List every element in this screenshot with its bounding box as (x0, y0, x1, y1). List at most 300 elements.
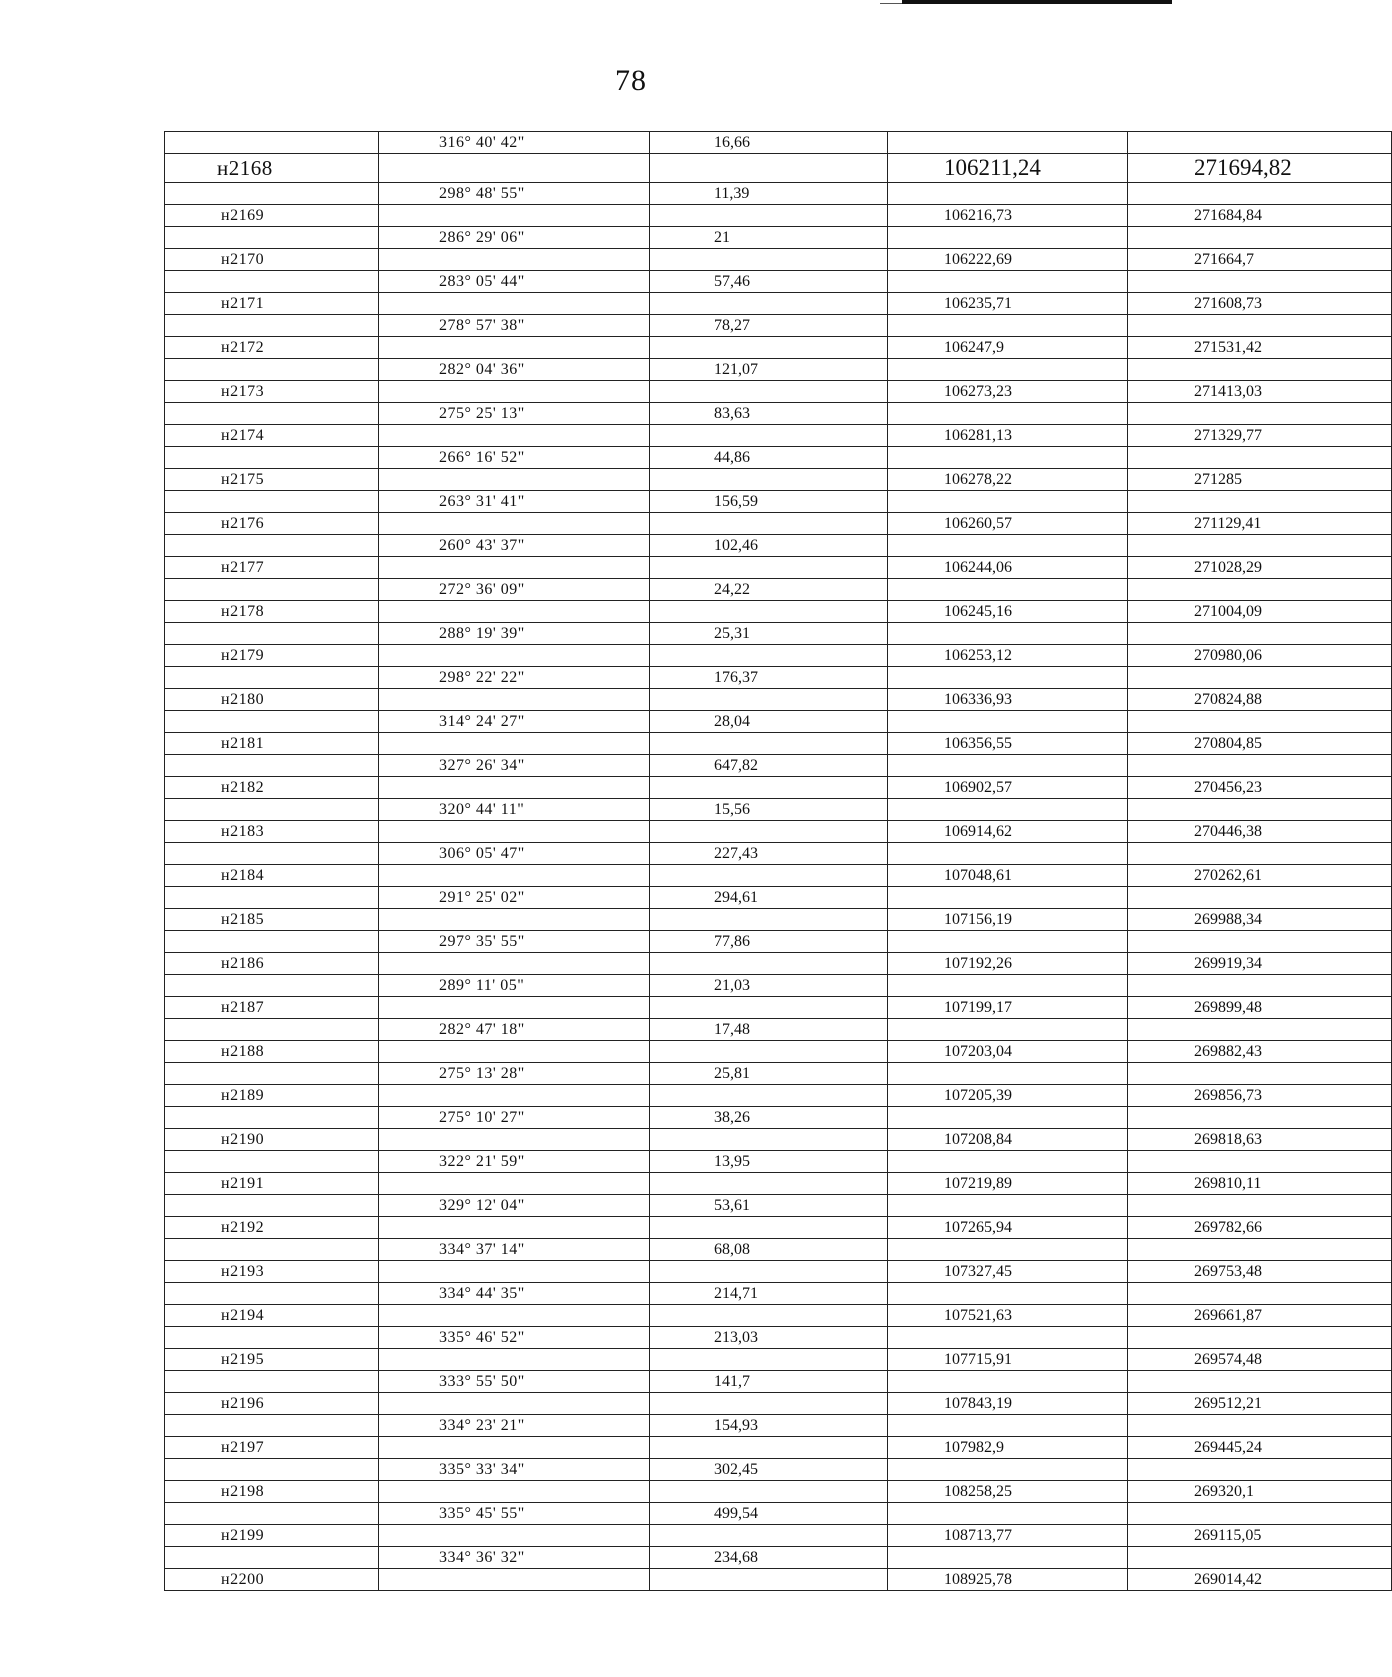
point-name-cell: н2185 (165, 909, 379, 931)
point-name-cell (165, 227, 379, 249)
segment-row (165, 1151, 1392, 1173)
distance-cell (650, 1305, 888, 1327)
x-coordinate-cell: 106211,24 (888, 154, 1128, 183)
point-name-cell (165, 1327, 379, 1349)
y-coordinate-cell: 269782,66 (1128, 1217, 1392, 1239)
distance-cell (650, 909, 888, 931)
distance-cell: 214,71 (650, 1283, 888, 1305)
point-name-cell (165, 403, 379, 425)
direction-angle-cell (379, 425, 650, 447)
x-coordinate-cell (888, 359, 1128, 381)
point-row (165, 205, 1392, 227)
segment-row (165, 403, 1392, 425)
direction-angle-cell (379, 469, 650, 491)
point-row (165, 821, 1392, 843)
x-coordinate-cell: 107048,61 (888, 865, 1128, 887)
point-row (165, 601, 1392, 623)
point-name-cell: н2171 (165, 293, 379, 315)
distance-cell (650, 1173, 888, 1195)
point-name-cell: н2172 (165, 337, 379, 359)
direction-angle-cell: 322° 21' 59" (379, 1151, 650, 1173)
y-coordinate-cell: 270456,23 (1128, 777, 1392, 799)
distance-cell: 647,82 (650, 755, 888, 777)
x-coordinate-cell (888, 975, 1128, 997)
y-coordinate-cell (1128, 1415, 1392, 1437)
x-coordinate-cell (888, 183, 1128, 205)
point-name-cell (165, 1019, 379, 1041)
point-name-cell: н2179 (165, 645, 379, 667)
segment-row (165, 1107, 1392, 1129)
direction-angle-cell: 335° 46' 52" (379, 1327, 650, 1349)
distance-cell (650, 1261, 888, 1283)
point-row (165, 425, 1392, 447)
direction-angle-cell (379, 689, 650, 711)
x-coordinate-cell (888, 1371, 1128, 1393)
y-coordinate-cell (1128, 271, 1392, 293)
distance-cell: 77,86 (650, 931, 888, 953)
y-coordinate-cell: 270804,85 (1128, 733, 1392, 755)
x-coordinate-cell (888, 799, 1128, 821)
point-name-cell: н2194 (165, 1305, 379, 1327)
y-coordinate-cell (1128, 1239, 1392, 1261)
segment-row (165, 667, 1392, 689)
point-row (165, 1569, 1392, 1591)
segment-row (165, 711, 1392, 733)
distance-cell (650, 337, 888, 359)
distance-cell (650, 1085, 888, 1107)
segment-row (165, 1239, 1392, 1261)
point-name-cell (165, 931, 379, 953)
x-coordinate-cell: 107982,9 (888, 1437, 1128, 1459)
point-name-cell (165, 1371, 379, 1393)
x-coordinate-cell (888, 623, 1128, 645)
distance-cell (650, 865, 888, 887)
x-coordinate-cell (888, 1547, 1128, 1569)
direction-angle-cell (379, 777, 650, 799)
y-coordinate-cell (1128, 227, 1392, 249)
y-coordinate-cell: 271329,77 (1128, 425, 1392, 447)
point-name-cell (165, 799, 379, 821)
y-coordinate-cell: 271028,29 (1128, 557, 1392, 579)
point-name-cell: н2182 (165, 777, 379, 799)
direction-angle-cell (379, 1305, 650, 1327)
point-name-cell: н2190 (165, 1129, 379, 1151)
y-coordinate-cell (1128, 755, 1392, 777)
x-coordinate-cell (888, 447, 1128, 469)
y-coordinate-cell (1128, 1283, 1392, 1305)
segment-row (165, 887, 1392, 909)
y-coordinate-cell: 270824,88 (1128, 689, 1392, 711)
x-coordinate-cell (888, 1415, 1128, 1437)
distance-cell (650, 1217, 888, 1239)
y-coordinate-cell: 269753,48 (1128, 1261, 1392, 1283)
y-coordinate-cell: 271684,84 (1128, 205, 1392, 227)
y-coordinate-cell (1128, 183, 1392, 205)
x-coordinate-cell: 106245,16 (888, 601, 1128, 623)
direction-angle-cell: 263° 31' 41" (379, 491, 650, 513)
distance-cell: 78,27 (650, 315, 888, 337)
y-coordinate-cell: 271694,82 (1128, 154, 1392, 183)
point-name-cell (165, 579, 379, 601)
direction-angle-cell: 298° 22' 22" (379, 667, 650, 689)
y-coordinate-cell: 271285 (1128, 469, 1392, 491)
point-name-cell (165, 491, 379, 513)
point-name-cell: н2175 (165, 469, 379, 491)
point-name-cell: н2180 (165, 689, 379, 711)
point-name-cell (165, 271, 379, 293)
point-name-cell: н2197 (165, 1437, 379, 1459)
x-coordinate-cell: 106244,06 (888, 557, 1128, 579)
distance-cell: 156,59 (650, 491, 888, 513)
point-row (165, 1349, 1392, 1371)
direction-angle-cell: 334° 37' 14" (379, 1239, 650, 1261)
distance-cell (650, 425, 888, 447)
point-row (165, 513, 1392, 535)
direction-angle-cell: 314° 24' 27" (379, 711, 650, 733)
segment-row (165, 755, 1392, 777)
page-number: 78 (615, 64, 647, 97)
point-name-cell: н2187 (165, 997, 379, 1019)
point-name-cell (165, 623, 379, 645)
x-coordinate-cell (888, 1195, 1128, 1217)
x-coordinate-cell (888, 887, 1128, 909)
direction-angle-cell (379, 601, 650, 623)
direction-angle-cell: 278° 57' 38" (379, 315, 650, 337)
distance-cell: 302,45 (650, 1459, 888, 1481)
distance-cell (650, 1349, 888, 1371)
x-coordinate-cell: 107219,89 (888, 1173, 1128, 1195)
y-coordinate-cell: 269988,34 (1128, 909, 1392, 931)
distance-cell: 17,48 (650, 1019, 888, 1041)
x-coordinate-cell (888, 1063, 1128, 1085)
direction-angle-cell (379, 1569, 650, 1591)
y-coordinate-cell: 269445,24 (1128, 1437, 1392, 1459)
segment-row (165, 975, 1392, 997)
segment-row (165, 1459, 1392, 1481)
x-coordinate-cell (888, 132, 1128, 154)
point-row (165, 909, 1392, 931)
x-coordinate-cell (888, 1283, 1128, 1305)
point-row (165, 1217, 1392, 1239)
point-row (165, 1085, 1392, 1107)
point-row (165, 1481, 1392, 1503)
point-name-cell (165, 1503, 379, 1525)
distance-cell (650, 601, 888, 623)
x-coordinate-cell: 106914,62 (888, 821, 1128, 843)
distance-cell (650, 557, 888, 579)
distance-cell: 24,22 (650, 579, 888, 601)
x-coordinate-cell: 108713,77 (888, 1525, 1128, 1547)
direction-angle-cell (379, 1437, 650, 1459)
direction-angle-cell (379, 821, 650, 843)
y-coordinate-cell (1128, 359, 1392, 381)
point-name-cell: н2196 (165, 1393, 379, 1415)
point-name-cell (165, 887, 379, 909)
distance-cell: 44,86 (650, 447, 888, 469)
y-coordinate-cell: 271413,03 (1128, 381, 1392, 403)
direction-angle-cell (379, 205, 650, 227)
segment-row (165, 1547, 1392, 1569)
point-row (165, 1173, 1392, 1195)
x-coordinate-cell (888, 271, 1128, 293)
y-coordinate-cell (1128, 887, 1392, 909)
direction-angle-cell (379, 1481, 650, 1503)
segment-row (165, 1371, 1392, 1393)
point-row (165, 689, 1392, 711)
point-name-cell (165, 667, 379, 689)
direction-angle-cell: 289° 11' 05" (379, 975, 650, 997)
y-coordinate-cell: 271531,42 (1128, 337, 1392, 359)
point-row (165, 293, 1392, 315)
x-coordinate-cell (888, 403, 1128, 425)
x-coordinate-cell: 107199,17 (888, 997, 1128, 1019)
point-row (165, 777, 1392, 799)
x-coordinate-cell: 107715,91 (888, 1349, 1128, 1371)
point-name-cell: н2189 (165, 1085, 379, 1107)
segment-row (165, 271, 1392, 293)
segment-row (165, 843, 1392, 865)
y-coordinate-cell: 269856,73 (1128, 1085, 1392, 1107)
segment-row (165, 579, 1392, 601)
direction-angle-cell: 282° 04' 36" (379, 359, 650, 381)
x-coordinate-cell: 106336,93 (888, 689, 1128, 711)
point-row (165, 381, 1392, 403)
x-coordinate-cell: 108925,78 (888, 1569, 1128, 1591)
segment-row (165, 315, 1392, 337)
y-coordinate-cell (1128, 447, 1392, 469)
x-coordinate-cell: 107156,19 (888, 909, 1128, 931)
segment-row (165, 227, 1392, 249)
y-coordinate-cell (1128, 1459, 1392, 1481)
segment-row (165, 1063, 1392, 1085)
point-row (165, 1305, 1392, 1327)
point-name-cell: н2193 (165, 1261, 379, 1283)
distance-cell (650, 733, 888, 755)
point-row (165, 557, 1392, 579)
y-coordinate-cell: 269661,87 (1128, 1305, 1392, 1327)
point-name-cell: н2170 (165, 249, 379, 271)
y-coordinate-cell (1128, 1195, 1392, 1217)
distance-cell: 68,08 (650, 1239, 888, 1261)
y-coordinate-cell: 269512,21 (1128, 1393, 1392, 1415)
point-name-cell (165, 1239, 379, 1261)
y-coordinate-cell: 269014,42 (1128, 1569, 1392, 1591)
point-row (165, 997, 1392, 1019)
distance-cell: 102,46 (650, 535, 888, 557)
point-name-cell: н2199 (165, 1525, 379, 1547)
direction-angle-cell: 334° 44' 35" (379, 1283, 650, 1305)
direction-angle-cell: 275° 13' 28" (379, 1063, 650, 1085)
point-name-cell (165, 843, 379, 865)
segment-row (165, 132, 1392, 154)
point-name-cell (165, 1107, 379, 1129)
direction-angle-cell: 327° 26' 34" (379, 755, 650, 777)
distance-cell (650, 689, 888, 711)
x-coordinate-cell: 107265,94 (888, 1217, 1128, 1239)
direction-angle-cell: 283° 05' 44" (379, 271, 650, 293)
direction-angle-cell: 329° 12' 04" (379, 1195, 650, 1217)
point-name-cell (165, 1283, 379, 1305)
x-coordinate-cell (888, 1459, 1128, 1481)
point-row (165, 154, 1392, 183)
y-coordinate-cell (1128, 579, 1392, 601)
segment-row (165, 491, 1392, 513)
y-coordinate-cell: 269818,63 (1128, 1129, 1392, 1151)
x-coordinate-cell: 106273,23 (888, 381, 1128, 403)
x-coordinate-cell (888, 755, 1128, 777)
point-row (165, 1393, 1392, 1415)
segment-row (165, 1019, 1392, 1041)
distance-cell: 25,31 (650, 623, 888, 645)
y-coordinate-cell (1128, 623, 1392, 645)
point-row (165, 337, 1392, 359)
y-coordinate-cell (1128, 667, 1392, 689)
y-coordinate-cell (1128, 535, 1392, 557)
direction-angle-cell (379, 154, 650, 183)
direction-angle-cell (379, 953, 650, 975)
point-name-cell (165, 711, 379, 733)
coordinates-table-body (165, 132, 1392, 1591)
segment-row (165, 359, 1392, 381)
direction-angle-cell: 266° 16' 52" (379, 447, 650, 469)
distance-cell: 294,61 (650, 887, 888, 909)
distance-cell (650, 513, 888, 535)
y-coordinate-cell (1128, 1063, 1392, 1085)
direction-angle-cell (379, 337, 650, 359)
point-row (165, 865, 1392, 887)
direction-angle-cell (379, 1525, 650, 1547)
x-coordinate-cell (888, 1327, 1128, 1349)
y-coordinate-cell: 270446,38 (1128, 821, 1392, 843)
x-coordinate-cell: 107208,84 (888, 1129, 1128, 1151)
direction-angle-cell (379, 1173, 650, 1195)
direction-angle-cell (379, 1085, 650, 1107)
x-coordinate-cell: 106253,12 (888, 645, 1128, 667)
point-name-cell (165, 1063, 379, 1085)
y-coordinate-cell (1128, 931, 1392, 953)
x-coordinate-cell: 106281,13 (888, 425, 1128, 447)
distance-cell: 53,61 (650, 1195, 888, 1217)
point-row (165, 1129, 1392, 1151)
direction-angle-cell: 298° 48' 55" (379, 183, 650, 205)
distance-cell: 213,03 (650, 1327, 888, 1349)
distance-cell (650, 205, 888, 227)
distance-cell: 13,95 (650, 1151, 888, 1173)
y-coordinate-cell (1128, 1371, 1392, 1393)
distance-cell (650, 381, 888, 403)
x-coordinate-cell: 107327,45 (888, 1261, 1128, 1283)
distance-cell: 227,43 (650, 843, 888, 865)
direction-angle-cell: 316° 40' 42" (379, 132, 650, 154)
distance-cell (650, 821, 888, 843)
direction-angle-cell (379, 557, 650, 579)
distance-cell (650, 1481, 888, 1503)
distance-cell: 141,7 (650, 1371, 888, 1393)
distance-cell (650, 1569, 888, 1591)
distance-cell (650, 645, 888, 667)
y-coordinate-cell (1128, 1547, 1392, 1569)
direction-angle-cell: 286° 29' 06" (379, 227, 650, 249)
x-coordinate-cell (888, 1107, 1128, 1129)
point-name-cell: н2178 (165, 601, 379, 623)
distance-cell (650, 1437, 888, 1459)
y-coordinate-cell: 271004,09 (1128, 601, 1392, 623)
point-name-cell: н2191 (165, 1173, 379, 1195)
y-coordinate-cell (1128, 1327, 1392, 1349)
x-coordinate-cell (888, 1151, 1128, 1173)
y-coordinate-cell: 271129,41 (1128, 513, 1392, 535)
x-coordinate-cell (888, 667, 1128, 689)
x-coordinate-cell: 108258,25 (888, 1481, 1128, 1503)
coordinates-table (164, 131, 1392, 1591)
point-row (165, 645, 1392, 667)
point-row (165, 1041, 1392, 1063)
x-coordinate-cell: 107205,39 (888, 1085, 1128, 1107)
direction-angle-cell: 282° 47' 18" (379, 1019, 650, 1041)
point-name-cell (165, 1547, 379, 1569)
point-name-cell: н2200 (165, 1569, 379, 1591)
distance-cell (650, 1393, 888, 1415)
point-name-cell (165, 132, 379, 154)
point-row (165, 1437, 1392, 1459)
distance-cell: 15,56 (650, 799, 888, 821)
direction-angle-cell (379, 1261, 650, 1283)
x-coordinate-cell (888, 491, 1128, 513)
direction-angle-cell: 291° 25' 02" (379, 887, 650, 909)
segment-row (165, 799, 1392, 821)
direction-angle-cell (379, 513, 650, 535)
direction-angle-cell: 335° 33' 34" (379, 1459, 650, 1481)
direction-angle-cell: 334° 23' 21" (379, 1415, 650, 1437)
y-coordinate-cell (1128, 315, 1392, 337)
y-coordinate-cell: 270980,06 (1128, 645, 1392, 667)
distance-cell: 154,93 (650, 1415, 888, 1437)
point-name-cell (165, 535, 379, 557)
segment-row (165, 447, 1392, 469)
x-coordinate-cell: 107192,26 (888, 953, 1128, 975)
distance-cell: 25,81 (650, 1063, 888, 1085)
y-coordinate-cell (1128, 843, 1392, 865)
direction-angle-cell: 272° 36' 09" (379, 579, 650, 601)
distance-cell: 21,03 (650, 975, 888, 997)
x-coordinate-cell: 106235,71 (888, 293, 1128, 315)
direction-angle-cell (379, 293, 650, 315)
point-name-cell: н2177 (165, 557, 379, 579)
y-coordinate-cell (1128, 1107, 1392, 1129)
segment-row (165, 623, 1392, 645)
point-name-cell: н2188 (165, 1041, 379, 1063)
direction-angle-cell (379, 645, 650, 667)
point-name-cell: н2192 (165, 1217, 379, 1239)
distance-cell: 21 (650, 227, 888, 249)
direction-angle-cell (379, 249, 650, 271)
y-coordinate-cell: 271608,73 (1128, 293, 1392, 315)
point-name-cell (165, 315, 379, 337)
y-coordinate-cell (1128, 711, 1392, 733)
point-name-cell (165, 755, 379, 777)
distance-cell: 11,39 (650, 183, 888, 205)
point-name-cell (165, 1195, 379, 1217)
y-coordinate-cell (1128, 1151, 1392, 1173)
point-name-cell: н2184 (165, 865, 379, 887)
distance-cell (650, 249, 888, 271)
x-coordinate-cell: 106260,57 (888, 513, 1128, 535)
x-coordinate-cell: 106356,55 (888, 733, 1128, 755)
segment-row (165, 1503, 1392, 1525)
y-coordinate-cell (1128, 975, 1392, 997)
distance-cell (650, 293, 888, 315)
y-coordinate-cell: 269919,34 (1128, 953, 1392, 975)
